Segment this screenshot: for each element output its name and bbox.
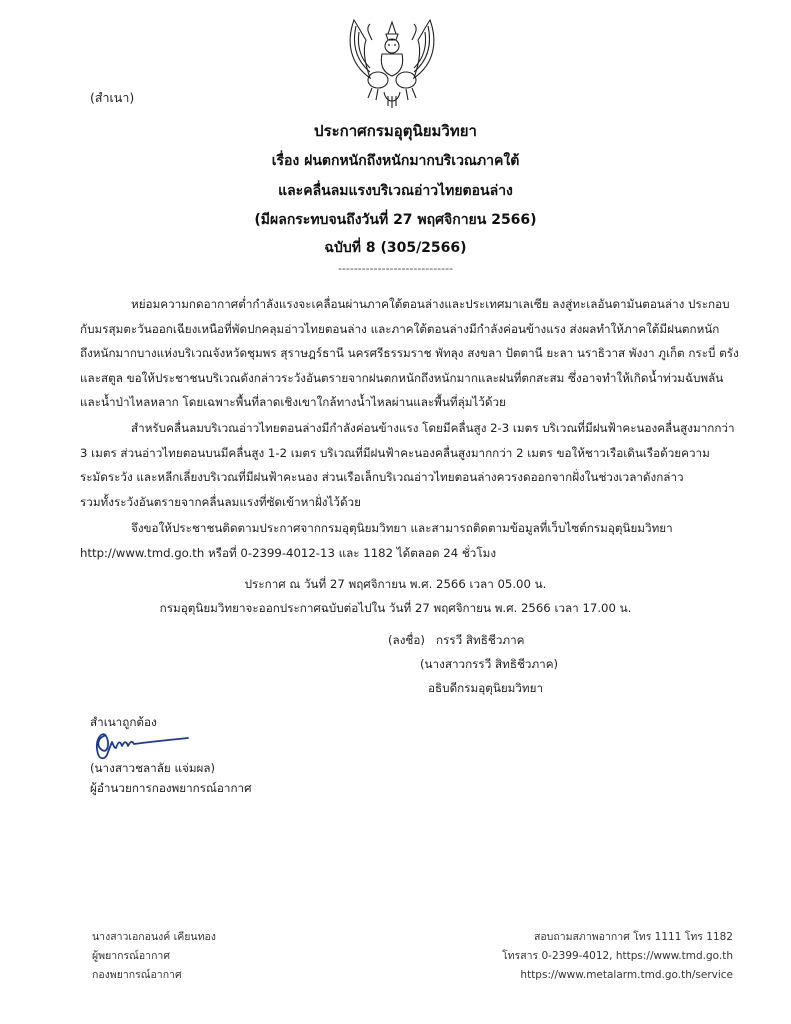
forecaster-division: กองพยากรณ์อากาศ: [92, 969, 182, 981]
copy-label: (สำเนา): [90, 90, 135, 105]
paragraph-line: ระมัดระวัง และหลีกเลี่ยงบริเวณที่มีฝนฟ้าคะนอง ส่วนเรือเล็กบริเวณอ่าวไทยตอนล่างควรงดออกจากฝั่งในช่วงเวลาดังกล่าว: [80, 470, 684, 485]
forecaster-name: นางสาวเอกอนงค์ เคียนทอง: [92, 931, 216, 943]
paragraph-line: หย่อมความกดอากาศต่ำกำลังแรงจะเคลื่อนผ่านภาคใต้ตอนล่างและประเทศมาเลเซีย ลงสู่ทะเลอันดามันตอนล่าง ประกอบ: [131, 297, 730, 311]
paragraph-line: ถึงหนักมากบางแห่งบริเวณจังหวัดชุมพร สุราษฎร์ธานี นครศรีธรรมราช พัทลุง สงขลา ปัตตานี ยะลา นราธิวาส พังงา ภูเก็ต กระบี่ ตรัง: [80, 346, 739, 361]
subject-line: เรื่อง ฝนตกหนักถึงหนักมากบริเวณภาคใต้: [271, 153, 520, 169]
footer-forecaster: [92, 928, 216, 985]
subject-line: และคลื่นลมแรงบริเวณอ่าวไทยตอนล่าง: [278, 183, 513, 199]
effective-date-line: (มีผลกระทบจนถึงวันที่ 27 พฤศจิกายน 2566): [254, 212, 537, 228]
certifier-name: (นางสาวชลาลัย แจ่มผล): [90, 761, 216, 775]
paragraph-line: กับมรสุมตะวันออกเฉียงเหนือที่พัดปกคลุมอ่าวไทยตอนล่าง และภาคใต้ตอนล่างมีกำลังค่อนข้างแรง ส่งผลทำให้ภาคใต้มีฝนตกหนัก: [80, 321, 720, 336]
paragraph-wave-warning: [80, 416, 740, 514]
contact-service-link[interactable]: https://www.metalarm.tmd.go.th/service: [520, 969, 733, 981]
paragraph-rain-warning: [80, 292, 740, 415]
signed-label: (ลงชื่อ): [388, 633, 425, 647]
paragraph-line: และสตูล ขอให้ประชาชนบริเวณดังกล่าวระวังอันตรายจากฝนตกหนักถึงหนักมากและฝนที่ตกสะสม ซึ่งอาจทำให้เกิดน้ำท่วมฉับพลัน: [80, 370, 724, 385]
announcement-title: ประกาศกรมอุตุนิยมวิทยา: [314, 122, 477, 140]
certifier-position: ผู้อำนวยการกองพยากรณ์อากาศ: [90, 781, 252, 795]
paragraph-line: 3 เมตร ส่วนอ่าวไทยตอนบนมีคลื่นสูง 1-2 เมตร บริเวณที่มีฝนฟ้าคะนองคลื่นสูงมากกว่า 2 เมตร ขอให้ชาวเรือเดินเรือด้วยความ: [80, 445, 710, 460]
handwritten-signature-icon: [88, 728, 198, 762]
certified-copy-label: สำเนาถูกต้อง: [90, 715, 157, 729]
issue-number: ฉบับที่ 8 (305/2566): [324, 240, 467, 256]
signed-name: กรรวี สิทธิชีวภาค: [436, 633, 525, 647]
announce-time: ประกาศ ณ วันที่ 27 พฤศจิกายน พ.ศ. 2566 เวลา 05.00 น.: [244, 577, 547, 591]
next-issue-time: กรมอุตุนิยมวิทยาจะออกประกาศฉบับต่อไปใน วันที่ 27 พฤศจิกายน พ.ศ. 2566 เวลา 17.00 น.: [159, 601, 632, 615]
paragraph-line: จึงขอให้ประชาชนติดตามประกาศจากกรมอุตุนิยมวิทยา และสามารถติดตามข้อมูลที่เว็บไซต์กรมอุตุนิยมวิทยา: [131, 521, 673, 535]
garuda-emblem-icon: [332, 12, 452, 112]
paragraph-line: รวมทั้งระวังอันตรายจากคลื่นลมแรงที่ซัดเข้าหาฝั่งไว้ด้วย: [80, 494, 361, 509]
forecaster-title: ผู้พยากรณ์อากาศ: [92, 950, 170, 962]
divider: -----------------------------: [337, 262, 454, 275]
signatory-full-name: (นางสาวกรรวี สิทธิชีวภาค): [420, 657, 559, 671]
contact-phone: สอบถามสภาพอากาศ โทร 1111 โทร 1182: [533, 931, 733, 943]
signatory-position: อธิบดีกรมอุตุนิยมวิทยา: [428, 681, 544, 695]
footer-contact: [502, 928, 733, 985]
paragraph-follow-up: [80, 516, 740, 565]
contact-fax-website: โทรสาร 0-2399-4012, https://www.tmd.go.th: [502, 950, 733, 962]
paragraph-line: สำหรับคลื่นลมบริเวณอ่าวไทยตอนล่างมีกำลังค่อนข้างแรง โดยมีคลื่นสูง 2-3 เมตร บริเวณที่มีฝนฟ้าคะนองคลื่นสูงมากกว่า: [131, 421, 735, 435]
paragraph-line-contact: http://www.tmd.go.th หรือที่ 0-2399-4012-13 และ 1182 ได้ตลอด 24 ชั่วโมง: [80, 545, 497, 560]
paragraph-line: และน้ำป่าไหลหลาก โดยเฉพาะพื้นที่ลาดเชิงเขาใกล้ทางน้ำไหลผ่านและพื้นที่ลุ่มไว้ด้วย: [80, 395, 506, 410]
